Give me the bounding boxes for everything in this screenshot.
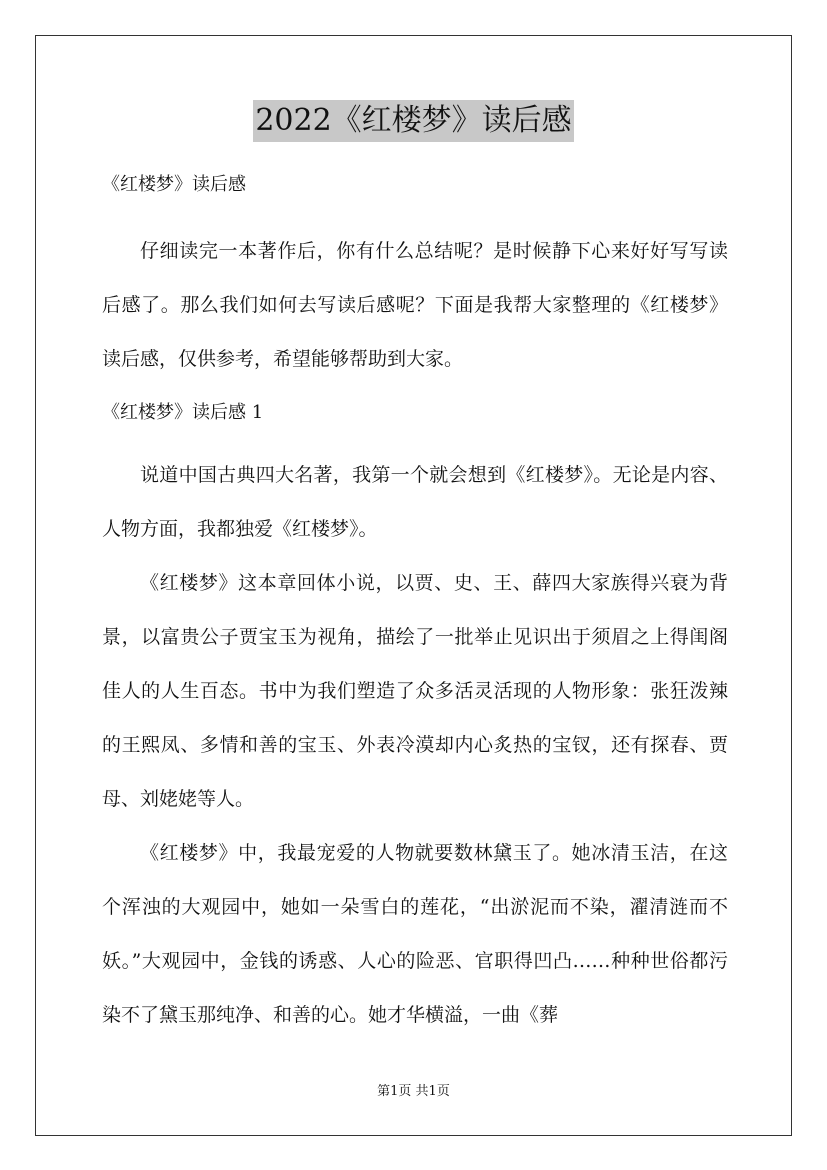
body-paragraph-1: 说道中国古典四大名著，我第一个就会想到《红楼梦》。无论是内容、人物方面，我都独爱《红楼梦》。 bbox=[102, 464, 728, 540]
page-footer: 第1页 共1页 bbox=[377, 1084, 450, 1099]
body-paragraph-2: 《红楼梦》这本章回体小说，以贾、史、王、薛四大家族得兴衰为背景，以富贵公子贾宝玉为视角，描绘了一批举止见识出于须眉之上得闺阁佳人的人生百态。书中为我们塑造了众多活灵活现的人物形象：张狂泼辣的王熙凤、多情和善的宝玉、外表冷漠却内心炙热的宝钗，还有探春、贾母、刘姥姥等人。 bbox=[102, 572, 728, 810]
title-container bbox=[0, 100, 827, 142]
body-paragraph-3: 《红楼梦》中，我最宠爱的人物就要数林黛玉了。她冰清玉洁，在这个浑浊的大观园中，她如一朵雪白的莲花，“出淤泥而不染，濯清涟而不妖。”大观园中，金钱的诱惑、人心的险恶、官职得凹凸……种种世俗都污染不了黛玉那纯净、和善的心。她才华横溢，一曲《葬 bbox=[102, 842, 728, 1026]
document-title: 2022《红楼梦》读后感 bbox=[253, 100, 573, 142]
section-heading-part1: 《红楼梦》读后感 1 bbox=[102, 402, 264, 423]
document-body bbox=[102, 172, 728, 1042]
intro-paragraph: 仔细读完一本著作后，你有什么总结呢？是时候静下心来好好写写读后感了。那么我们如何去写读后感呢？下面是我帮大家整理的《红楼梦》读后感，仅供参考，希望能够帮助到大家。 bbox=[102, 240, 728, 370]
section-heading-intro: 《红楼梦》读后感 bbox=[102, 174, 246, 195]
